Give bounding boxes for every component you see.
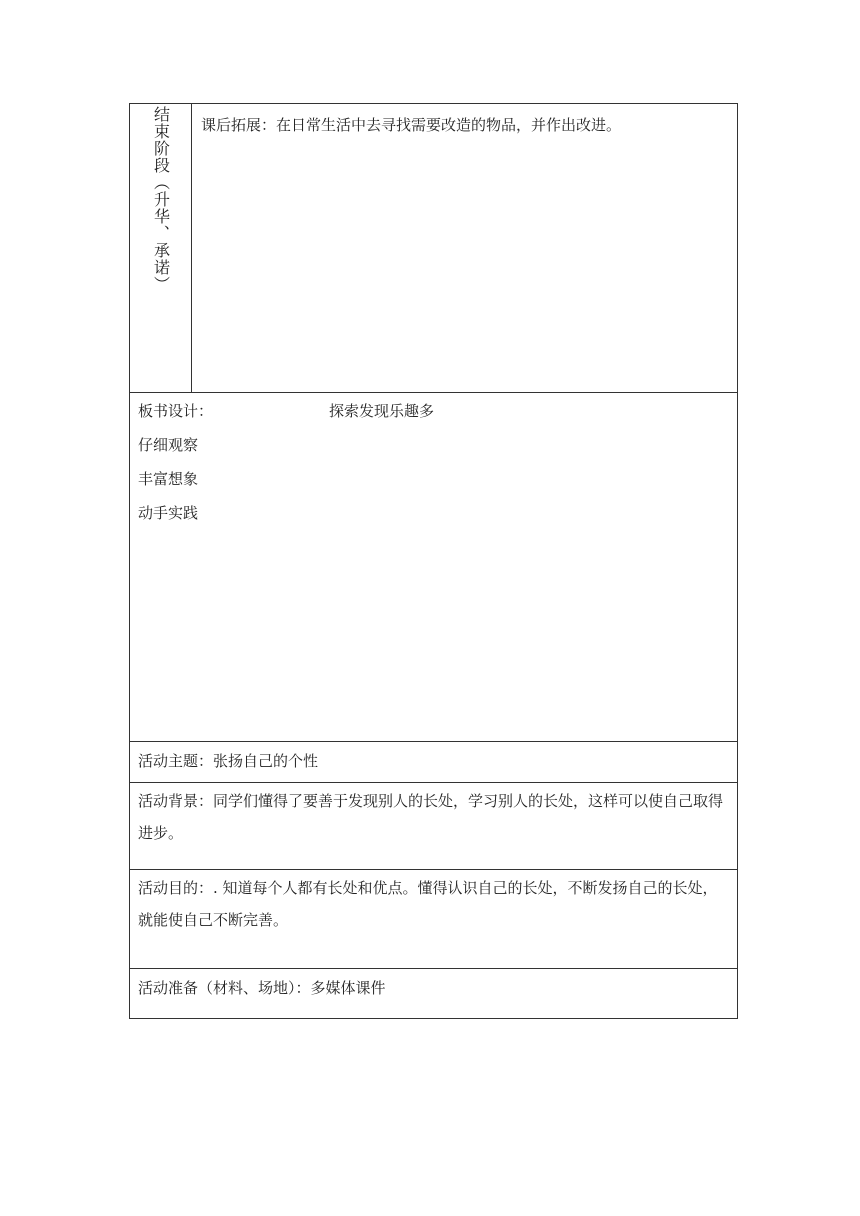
board-label: 板书设计： [138,402,214,420]
activity-background-row [130,782,737,869]
activity-preparation-row [130,968,737,1018]
board-item: 动手实践 [138,504,199,522]
board-title: 探索发现乐趣多 [329,402,435,420]
board-item: 丰富想象 [138,470,199,488]
activity-background: 活动背景：同学们懂得了要善于发现别人的长处，学习别人的长处，这样可以使自己取得进步。 [138,792,724,842]
board-design-row [130,392,737,741]
activity-goal-row [130,869,737,968]
activity-goal: 活动目的：. 知道每个人都有长处和优点。懂得认识自己的长处，不断发扬自己的长处，就能使自己不断完善。 [138,879,718,929]
activity-theme-row [130,741,737,782]
stage-label: 结束阶段（升华、承诺） [151,106,171,293]
board-item: 仔细观察 [138,436,199,454]
stage-content: 课后拓展：在日常生活中去寻找需要改造的物品，并作出改进。 [201,116,622,134]
stage-label-cell [130,104,192,392]
board-header [138,401,729,435]
stage-content-cell [192,104,737,392]
activity-theme: 活动主题：张扬自己的个性 [138,752,319,770]
lesson-plan-table [129,103,738,1019]
end-stage-row [130,104,737,392]
activity-preparation: 活动准备（材料、场地）：多媒体课件 [138,979,386,997]
